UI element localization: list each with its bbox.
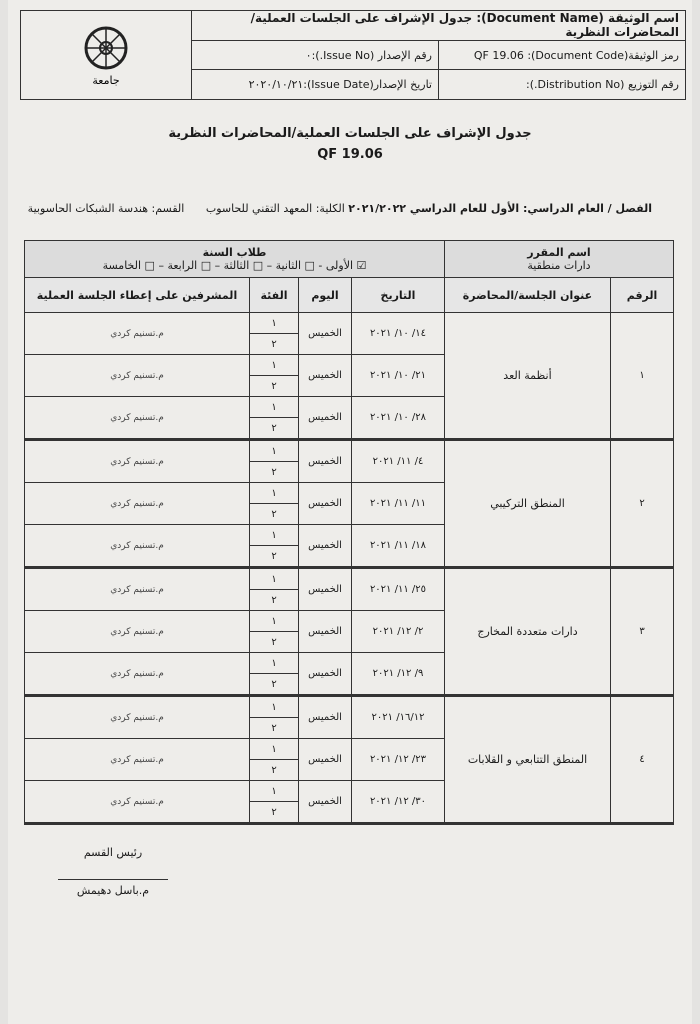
signature-block (58, 846, 168, 897)
session-day: الخميس (299, 440, 352, 483)
info-line (10, 202, 652, 215)
group-number: ٢ (250, 590, 299, 611)
row-number: ٢ (611, 440, 674, 568)
session-date: ٢١/ ١٠/ ٢٠٢١ (352, 355, 445, 397)
col-no: الرقم (611, 278, 674, 313)
course-label: اسم المقرر (527, 246, 591, 259)
row-number: ٤ (611, 696, 674, 824)
doc-name: اسم الوثيقة (Document Name): جدول الإشراف على الجلسات العملية/المحاضرات النظرية (250, 11, 679, 40)
group-number: ١ (250, 355, 299, 376)
signature-title: رئيس القسم (83, 846, 143, 859)
col-day: اليوم (299, 278, 352, 313)
group-number: ١ (250, 440, 299, 462)
semester: الفصل / العام الدراسي: الأول للعام الدراسي ٢٠٢١/٢٠٢٢ (348, 202, 652, 215)
college: الكلية: المعهد التقني للحاسوب (205, 202, 345, 215)
supervisor-name: م.تسنيم كردي (25, 696, 250, 739)
supervisor-name: م.تسنيم كردي (25, 397, 250, 440)
session-day: الخميس (299, 568, 352, 611)
supervisor-name: م.تسنيم كردي (25, 483, 250, 525)
session-title: المنطق التتابعي و القلابات (445, 696, 611, 824)
supervisor-name: م.تسنيم كردي (25, 525, 250, 568)
title-code: QF 19.06 (317, 147, 383, 162)
course-name: دارات منطقية (527, 259, 591, 272)
session-day: الخميس (299, 397, 352, 440)
course-cell (445, 241, 674, 278)
signature-scribble (58, 863, 168, 880)
issue-date: تاريخ الإصدار(Issue Date):٢٠٢٠/١٠/٢١ (248, 78, 432, 92)
doc-code: رمز الوثيقة(Document Code): QF 19.06 (438, 41, 685, 70)
supervisor-name: م.تسنيم كردي (25, 355, 250, 397)
group-number: ١ (250, 739, 299, 760)
supervisor-name: م.تسنيم كردي (25, 781, 250, 824)
session-day: الخميس (299, 739, 352, 781)
col-group: الفئة (250, 278, 299, 313)
session-date: ٢/ ١٢/ ٢٠٢١ (352, 611, 445, 653)
students-label: طلاب السنة (202, 246, 267, 259)
supervisor-name: م.تسنيم كردي (25, 440, 250, 483)
logo-text: جامعة (92, 74, 120, 87)
session-date: ١١/ ١١/ ٢٠٢١ (352, 483, 445, 525)
table-row (25, 313, 674, 334)
session-title: المنطق التركيبي (445, 440, 611, 568)
session-date: ١٤/ ١٠/ ٢٠٢١ (352, 313, 445, 355)
session-title: أنظمة العد (445, 313, 611, 440)
group-number: ١ (250, 525, 299, 546)
supervisor-name: م.تسنيم كردي (25, 739, 250, 781)
session-date: ١٨/ ١١/ ٢٠٢١ (352, 525, 445, 568)
supervisor-name: م.تسنيم كردي (25, 568, 250, 611)
session-day: الخميس (299, 525, 352, 568)
group-number: ١ (250, 653, 299, 674)
supervisor-name: م.تسنيم كردي (25, 611, 250, 653)
session-date: ٩/ ١٢/ ٢٠٢١ (352, 653, 445, 696)
students-cell (25, 241, 445, 278)
group-number: ٢ (250, 632, 299, 653)
issue-no: رقم الإصدار (Issue No.):٠ (305, 48, 432, 62)
session-date: ٣٠/ ١٢/ ٢٠٢١ (352, 781, 445, 824)
col-date: التاريخ (352, 278, 445, 313)
group-number: ١ (250, 568, 299, 590)
document-page (8, 0, 692, 1024)
group-number: ٢ (250, 504, 299, 525)
group-number: ٢ (250, 334, 299, 355)
session-date: ٤/ ١١/ ٢٠٢١ (352, 440, 445, 483)
group-number: ٢ (250, 760, 299, 781)
supervision-table (24, 240, 674, 825)
group-number: ١ (250, 397, 299, 418)
course-row (25, 241, 674, 278)
group-number: ٢ (250, 802, 299, 824)
group-number: ٢ (250, 546, 299, 568)
supervisor-name: م.تسنيم كردي (25, 313, 250, 355)
signature-name: م.باسل دهيمش (76, 884, 150, 897)
table-row (25, 696, 674, 718)
group-number: ٢ (250, 376, 299, 397)
session-date: ٢٥/ ١١/ ٢٠٢١ (352, 568, 445, 611)
col-title: عنوان الجلسة/المحاضرة (445, 278, 611, 313)
group-number: ١ (250, 483, 299, 504)
session-day: الخميس (299, 696, 352, 739)
row-number: ٣ (611, 568, 674, 696)
group-number: ١ (250, 696, 299, 718)
col-supervisors: المشرفين على إعطاء الجلسة العملية (25, 278, 250, 313)
document-header (20, 10, 686, 100)
session-day: الخميس (299, 781, 352, 824)
session-day: الخميس (299, 611, 352, 653)
column-header-row (25, 278, 674, 313)
supervisor-name: م.تسنيم كردي (25, 653, 250, 696)
year-options: ☑ الأولى - □ الثانية – □ الثالثة – □ الرابعة – □ الخامسة (102, 259, 367, 272)
session-date: ٢٣/ ١٢/ ٢٠٢١ (352, 739, 445, 781)
university-logo (21, 11, 192, 99)
department: القسم: هندسة الشبكات الحاسوبية (27, 202, 185, 215)
row-number: ١ (611, 313, 674, 440)
group-number: ٢ (250, 674, 299, 696)
session-day: الخميس (299, 483, 352, 525)
group-number: ٢ (250, 718, 299, 739)
distribution-no: رقم التوزيع (Distribution No.): (438, 70, 685, 99)
session-day: الخميس (299, 313, 352, 355)
session-day: الخميس (299, 653, 352, 696)
table-row (25, 440, 674, 462)
group-number: ١ (250, 313, 299, 334)
session-date: ١٦/١٢/ ٢٠٢١ (352, 696, 445, 739)
group-number: ٢ (250, 462, 299, 483)
session-title: دارات متعددة المخارج (445, 568, 611, 696)
group-number: ١ (250, 781, 299, 802)
main-title: جدول الإشراف على الجلسات العملية/المحاضرات النظرية (168, 126, 532, 141)
wheel-logo-icon (71, 20, 141, 90)
group-number: ١ (250, 611, 299, 632)
group-number: ٢ (250, 418, 299, 440)
session-day: الخميس (299, 355, 352, 397)
table-row (25, 568, 674, 590)
session-date: ٢٨/ ١٠/ ٢٠٢١ (352, 397, 445, 440)
titles (8, 126, 692, 168)
